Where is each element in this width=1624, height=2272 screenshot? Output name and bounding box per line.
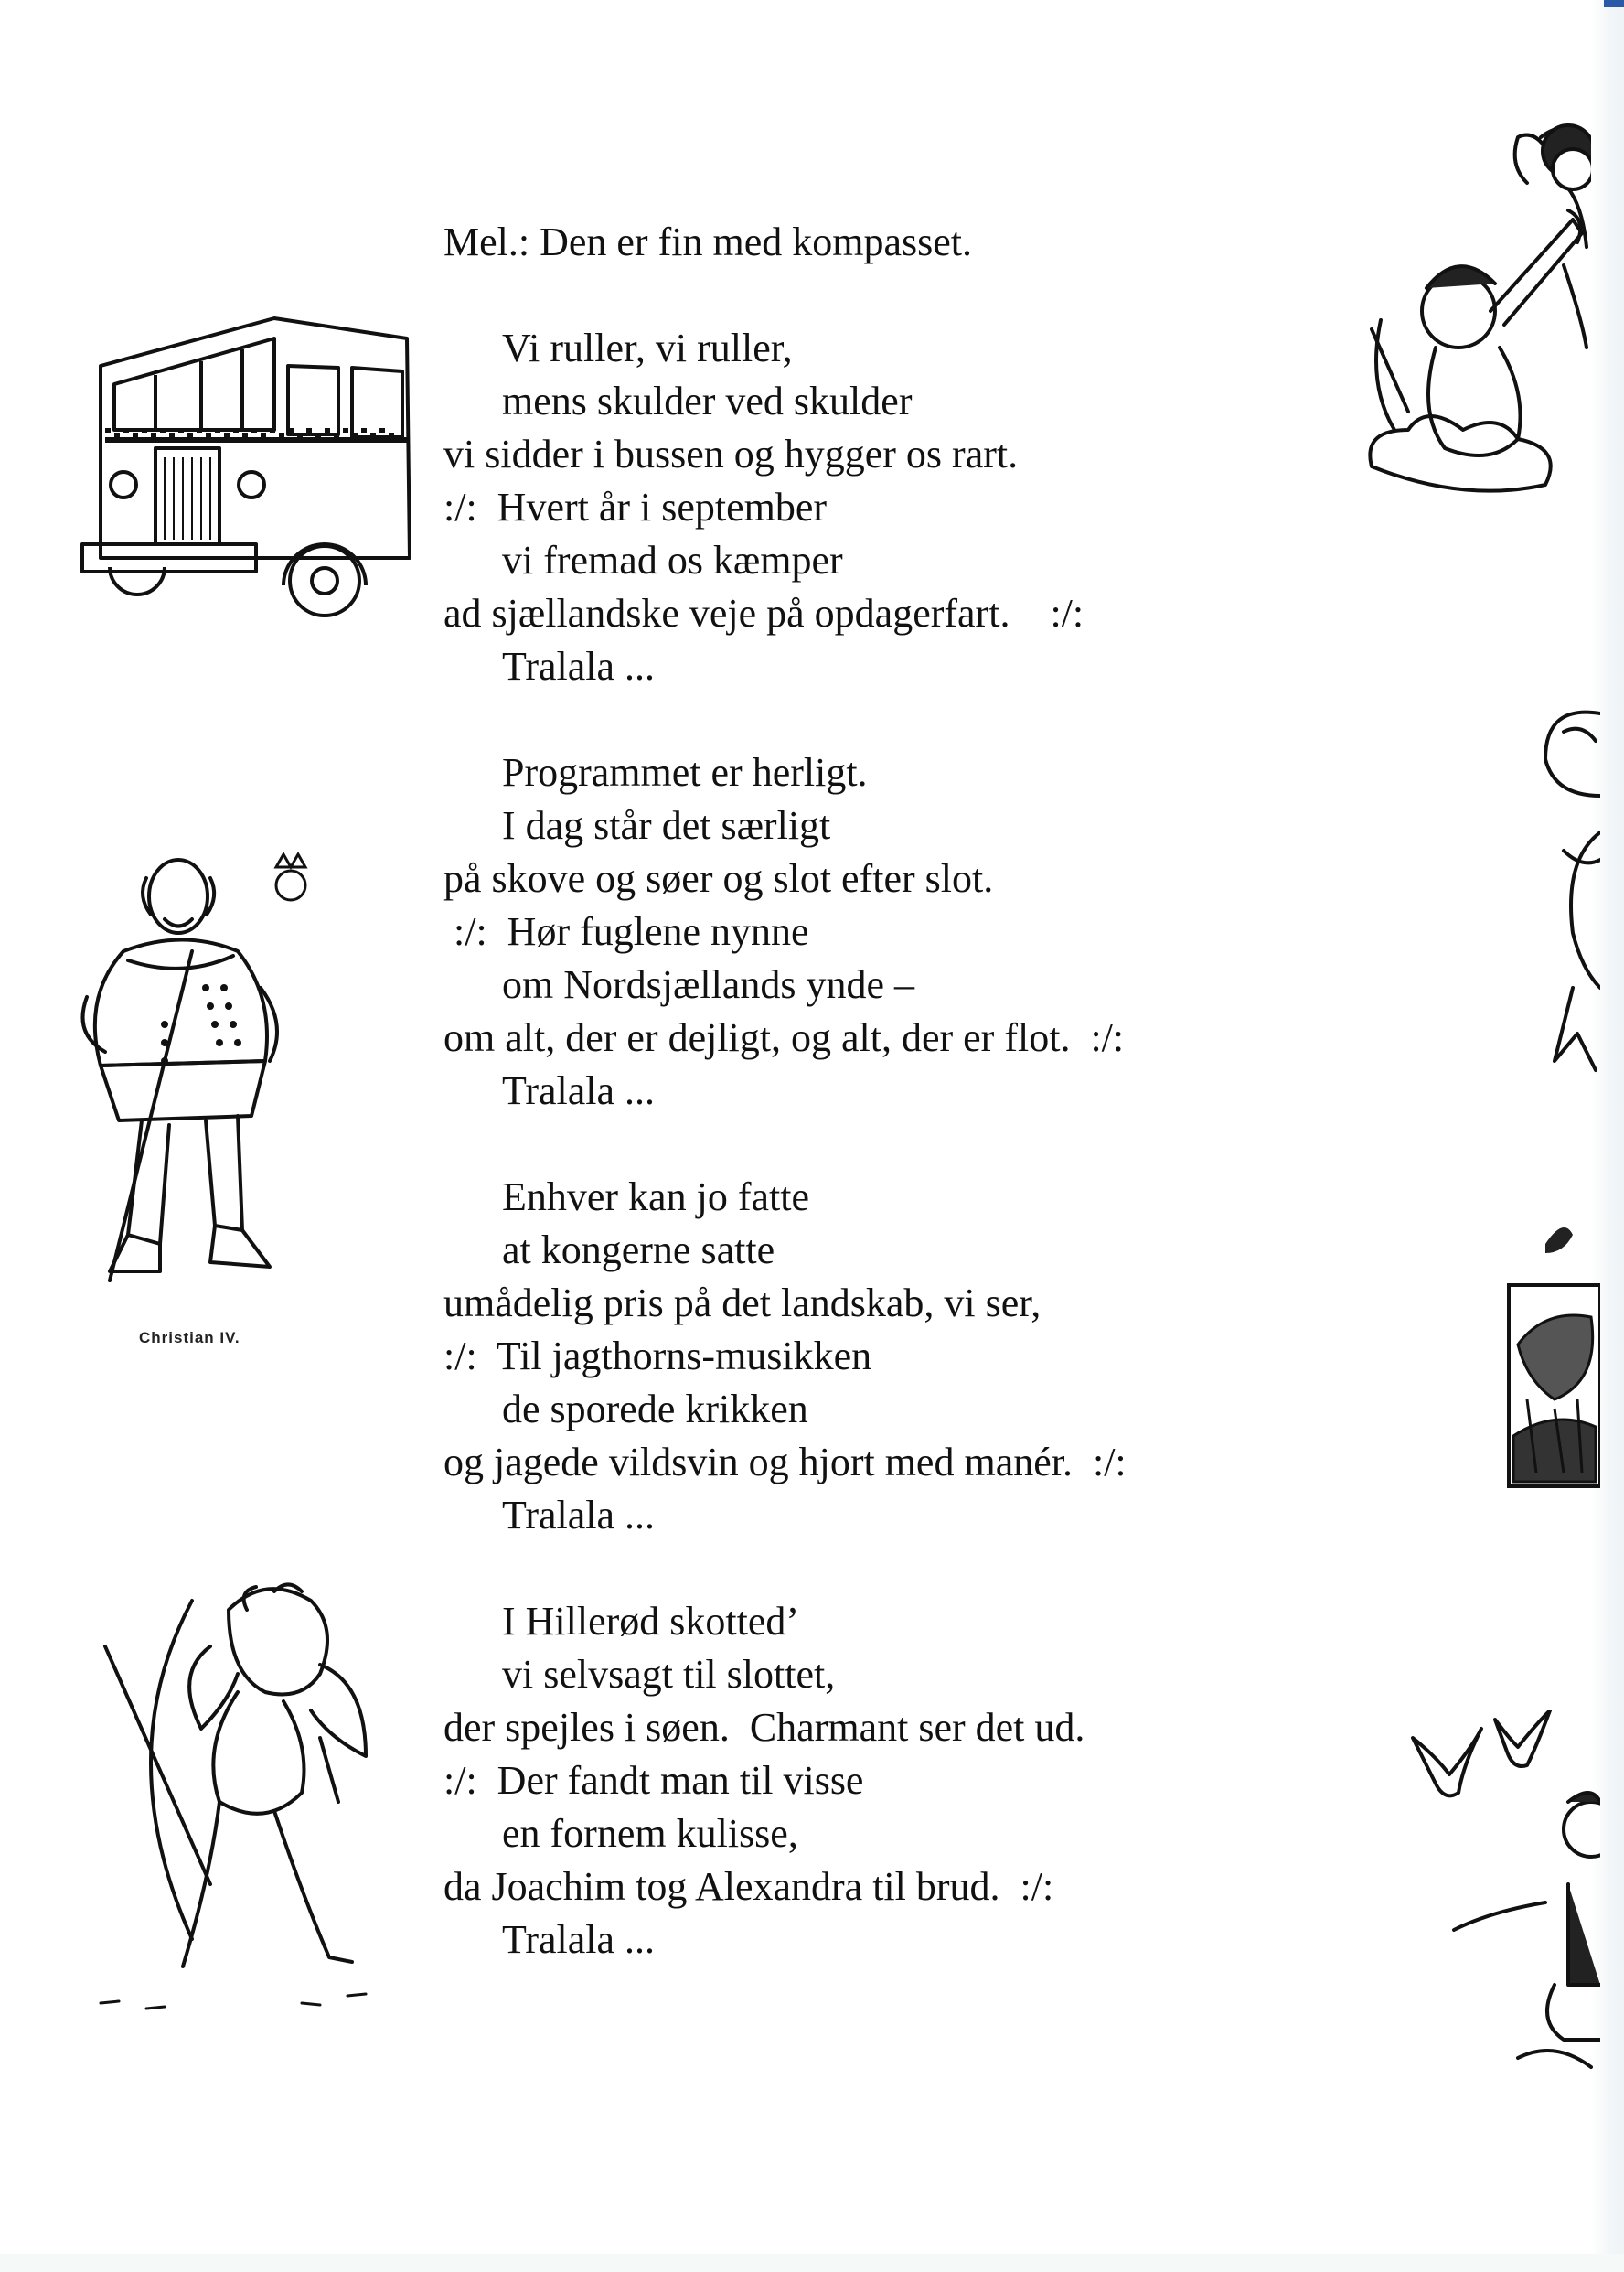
verse-line: I Hillerød skotted’ <box>502 1599 800 1644</box>
cherub-trumpet-illustration <box>1353 82 1591 512</box>
stanza-list <box>443 322 1266 1967</box>
verse-line: mens skulder ved skulder <box>502 379 913 423</box>
woodcut-landscape-illustration <box>1500 1198 1600 1491</box>
mermaid-illustration <box>1509 695 1600 1079</box>
verse-line: på skove og søer og slot efter slot. <box>443 856 994 901</box>
verse-line: der spejles i søen. Charmant ser det ud. <box>443 1705 1085 1750</box>
page-bottom-edge <box>0 2254 1624 2272</box>
verse-line: Programmet er herligt. <box>502 750 868 795</box>
verse-line: :/: Til jagthorns-musikken <box>443 1334 872 1378</box>
verse-line: vi sidder i bussen og hygger os rart. <box>443 432 1019 477</box>
melody-line: Mel.: Den er fin med kompasset. <box>443 220 972 264</box>
verse-line: :/: Hvert år i september <box>443 485 828 530</box>
verse-line: ad sjællandske veje på opdagerfart. :/: <box>443 591 1084 636</box>
verse-line: Tralala ... <box>502 1917 656 1962</box>
doves-and-figure-illustration <box>1408 1710 1600 2076</box>
verse-line: Tralala ... <box>502 1493 656 1538</box>
verse-line: umådelig pris på det landskab, vi ser, <box>443 1281 1042 1325</box>
verse-line: vi fremad os kæmper <box>502 538 843 583</box>
stanza <box>443 1595 1266 1967</box>
verse-line: I dag står det særligt <box>502 803 831 848</box>
verse-line: Enhver kan jo fatte <box>502 1174 809 1219</box>
bus-illustration <box>64 311 411 622</box>
verse-line: Tralala ... <box>502 1068 656 1113</box>
verse-line: at kongerne satte <box>502 1227 775 1272</box>
verse-line: om Nordsjællands ynde – <box>502 962 914 1007</box>
verse-line: da Joachim tog Alexandra til brud. :/: <box>443 1864 1054 1909</box>
verse-line: Tralala ... <box>502 644 656 689</box>
scan-edge-mark <box>1604 0 1624 7</box>
verse-line: Vi ruller, vi ruller, <box>502 326 793 370</box>
verse-line: :/: Hør fuglene nynne <box>443 909 809 954</box>
verse-line: en fornem kulisse, <box>502 1811 798 1856</box>
illustration-caption: Christian IV. <box>139 1329 240 1346</box>
stanza <box>443 746 1266 1118</box>
verse-line: og jagede vildsvin og hjort med manér. :/: <box>443 1440 1127 1484</box>
cupid-illustration <box>91 1573 393 2031</box>
verse-line: de sporede krikken <box>502 1387 808 1431</box>
king-christian-illustration <box>55 841 329 1308</box>
verse-line: om alt, der er dejligt, og alt, der er flot. :/: <box>443 1015 1125 1060</box>
verse-line: vi selvsagt til slottet, <box>502 1652 836 1697</box>
stanza <box>443 1171 1266 1542</box>
stanza <box>443 322 1266 693</box>
song-text <box>443 216 1266 2020</box>
verse-line: :/: Der fandt man til visse <box>443 1758 864 1803</box>
